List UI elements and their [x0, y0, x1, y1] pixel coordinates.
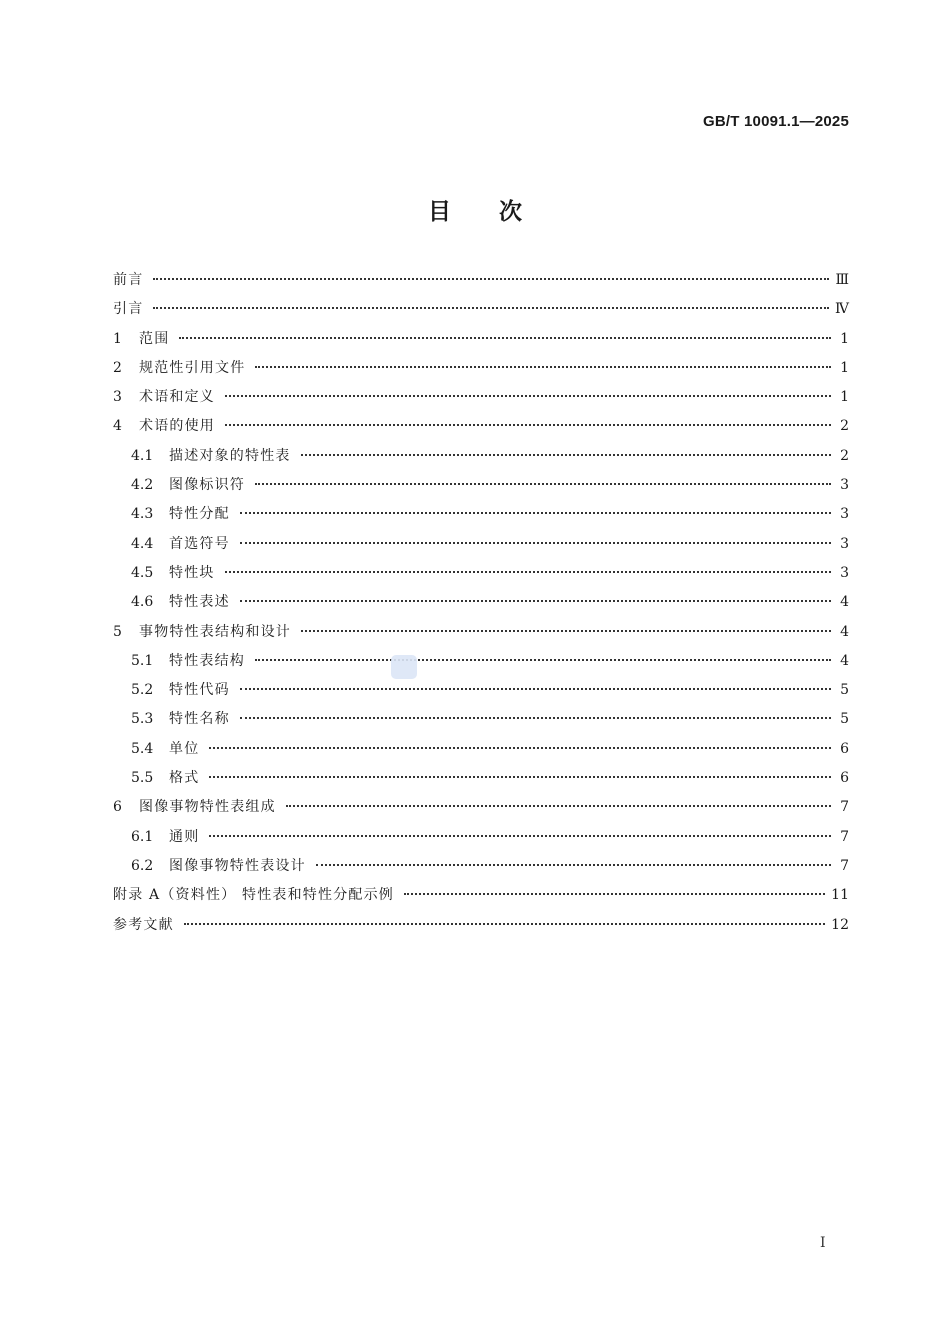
- toc-entry-label: 术语和定义: [139, 389, 215, 406]
- toc-entry[interactable]: [113, 562, 849, 591]
- toc-entry-label: 附录 A（资料性） 特性表和特性分配示例: [113, 887, 395, 904]
- toc-entry-number: 6.1: [131, 828, 154, 845]
- toc-entry-label: 特性块: [169, 564, 215, 581]
- dot-leader: [209, 834, 831, 837]
- toc-entry-number: 5.2: [131, 682, 154, 699]
- toc-entry-label: 格式: [169, 770, 200, 787]
- dot-leader: [240, 687, 831, 690]
- dot-leader: [301, 453, 831, 456]
- toc-entry-label: 特性名称: [169, 711, 230, 728]
- toc-entry-page: 11: [831, 887, 849, 904]
- dot-leader: [255, 658, 831, 661]
- toc-entry[interactable]: [113, 855, 849, 884]
- toc-entry[interactable]: [113, 445, 849, 474]
- toc-entry-page: 4: [840, 594, 849, 611]
- dot-leader: [179, 336, 831, 339]
- toc-entry-label: 单位: [169, 740, 200, 757]
- toc-entry-number: 4.1: [131, 447, 154, 464]
- toc-entry-label: 首选符号: [169, 535, 230, 552]
- toc-entry-page: 3: [840, 535, 849, 552]
- toc-entry-page: 1: [840, 359, 849, 376]
- toc-entry[interactable]: [113, 621, 849, 650]
- toc-entry-page: 7: [840, 828, 849, 845]
- toc-entry[interactable]: [113, 914, 849, 943]
- toc-entry-number: 5: [113, 623, 122, 640]
- toc-entry-page: 1: [840, 389, 849, 406]
- toc-entry-page: 7: [840, 799, 849, 816]
- watermark-logo: [391, 655, 417, 679]
- toc-entry-page: 3: [840, 477, 849, 494]
- toc-entry-number: 4.3: [131, 506, 154, 523]
- toc-title-char: 目: [428, 199, 451, 225]
- page-number: I: [820, 1235, 826, 1251]
- toc-entry-page: 6: [840, 740, 849, 757]
- toc-entry[interactable]: [113, 533, 849, 562]
- toc-entry-page: 4: [840, 623, 849, 640]
- dot-leader: [240, 541, 831, 544]
- toc-entry-page: 5: [840, 682, 849, 699]
- toc-entry-number: 6.2: [131, 857, 154, 874]
- dot-leader: [240, 716, 831, 719]
- toc-entry[interactable]: [113, 386, 849, 415]
- toc-entry-label: 特性表述: [169, 594, 230, 611]
- toc-entry-label: 事物特性表结构和设计: [139, 623, 291, 640]
- toc-entry-number: 3: [113, 389, 122, 406]
- toc-entry-number: 4: [113, 418, 122, 435]
- dot-leader: [209, 746, 831, 749]
- toc-entry-label: 规范性引用文件: [139, 359, 246, 376]
- dot-leader: [225, 570, 831, 573]
- dot-leader: [255, 365, 831, 368]
- dot-leader: [153, 277, 829, 280]
- toc-entry-label: 参考文献: [113, 916, 174, 933]
- toc-entry-label: 范围: [139, 330, 170, 347]
- toc-entry-number: 4.6: [131, 594, 154, 611]
- toc-entry-label: 特性表结构: [169, 652, 245, 669]
- dot-leader: [153, 306, 829, 309]
- toc-entry[interactable]: [113, 474, 849, 503]
- standard-code: GB/T 10091.1—2025: [703, 113, 849, 130]
- toc-entry-page: Ⅲ: [835, 272, 849, 288]
- toc-entry-label: 图像事物特性表设计: [169, 857, 306, 874]
- toc-entry-label: 通则: [169, 828, 200, 845]
- toc-entry[interactable]: [113, 884, 849, 913]
- toc-entry[interactable]: [113, 650, 849, 679]
- toc-entry-page: 2: [840, 418, 849, 435]
- toc-entry-number: 6: [113, 799, 122, 816]
- dot-leader: [286, 804, 831, 807]
- toc-entry[interactable]: [113, 679, 849, 708]
- toc-entry-page: 3: [840, 564, 849, 581]
- toc-entry-number: 5.5: [131, 770, 154, 787]
- toc-entry-number: 5.4: [131, 740, 154, 757]
- toc-entry-label: 图像事物特性表组成: [139, 799, 276, 816]
- toc-entry-page: Ⅳ: [835, 301, 849, 318]
- toc-entry-label: 图像标识符: [169, 477, 245, 494]
- toc-entry-page: 1: [840, 330, 849, 347]
- toc-entry[interactable]: [113, 796, 849, 825]
- toc-title: [0, 193, 950, 226]
- dot-leader: [301, 629, 831, 632]
- dot-leader: [225, 394, 831, 397]
- toc-entry-number: 2: [113, 359, 122, 376]
- dot-leader: [404, 892, 825, 895]
- toc-entry[interactable]: [113, 503, 849, 532]
- toc-entry-page: 2: [840, 447, 849, 464]
- toc-entry-label: 术语的使用: [139, 418, 215, 435]
- toc-entry[interactable]: [113, 767, 849, 796]
- dot-leader: [255, 482, 831, 485]
- toc-entry-page: 4: [840, 652, 849, 669]
- toc-list: [113, 269, 849, 943]
- dot-leader: [184, 922, 825, 925]
- toc-entry-label: 引言: [113, 301, 144, 318]
- toc-entry-number: 1: [113, 330, 122, 347]
- toc-entry-page: 7: [840, 857, 849, 874]
- dot-leader: [209, 775, 831, 778]
- toc-entry[interactable]: [113, 708, 849, 737]
- dot-leader: [240, 599, 831, 602]
- toc-entry[interactable]: [113, 826, 849, 855]
- toc-entry-label: 前言: [113, 272, 144, 288]
- toc-entry-page: 6: [840, 770, 849, 787]
- toc-entry-number: 5.1: [131, 652, 154, 669]
- toc-entry-number: 5.3: [131, 711, 154, 728]
- toc-entry-label: 描述对象的特性表: [169, 447, 291, 464]
- toc-entry[interactable]: [113, 738, 849, 767]
- dot-leader: [240, 511, 831, 514]
- toc-entry[interactable]: [113, 591, 849, 620]
- toc-entry-label: 特性分配: [169, 506, 230, 523]
- toc-entry-page: 5: [840, 711, 849, 728]
- toc-entry[interactable]: [113, 298, 849, 327]
- toc-entry-number: 4.4: [131, 535, 154, 552]
- toc-entry[interactable]: [113, 357, 849, 386]
- toc-entry[interactable]: [113, 328, 849, 357]
- dot-leader: [225, 423, 831, 426]
- toc-title-char: 次: [499, 199, 522, 225]
- toc-entry-label: 特性代码: [169, 682, 230, 699]
- toc-entry[interactable]: [113, 269, 849, 298]
- toc-entry[interactable]: [113, 415, 849, 444]
- toc-entry-page: 3: [840, 506, 849, 523]
- toc-entry-number: 4.2: [131, 477, 154, 494]
- toc-entry-number: 4.5: [131, 564, 154, 581]
- dot-leader: [316, 863, 831, 866]
- toc-entry-page: 12: [831, 916, 849, 933]
